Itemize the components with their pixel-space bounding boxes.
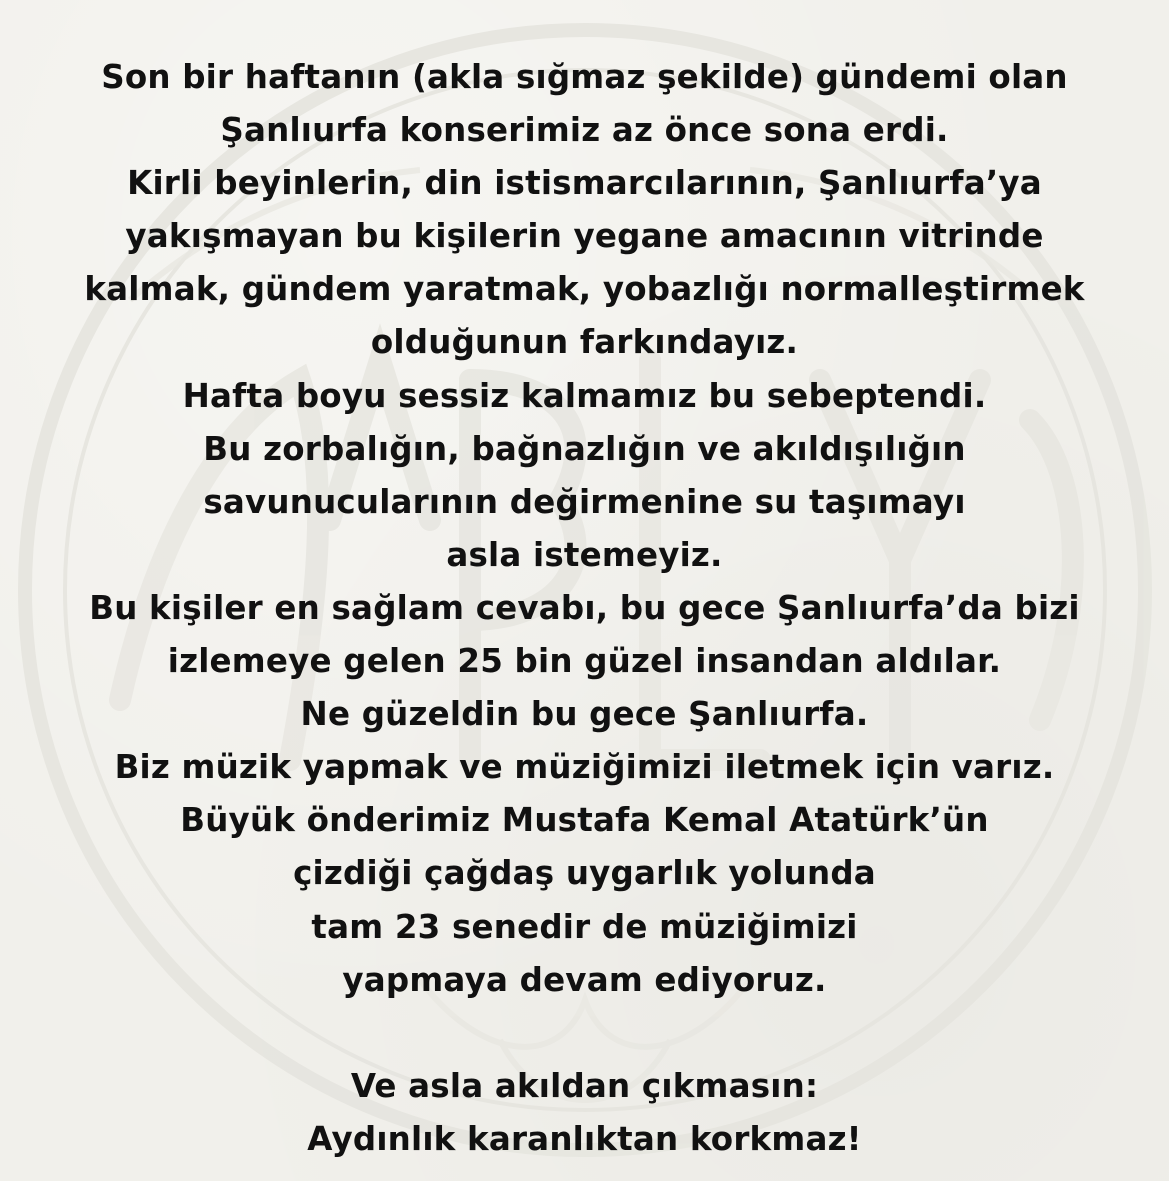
statement-text	[0, 51, 1169, 1166]
statement-line: savunucularının değirmenine su taşımayı	[203, 482, 966, 521]
statement-line: kalmak, gündem yaratmak, yobazlığı normalleştirmek	[84, 270, 1085, 309]
statement-line: Kirli beyinlerin, din istismarcılarının, Şanlıurfa’ya	[127, 164, 1042, 203]
closing-line: Aydınlık karanlıktan korkmaz!	[307, 1119, 862, 1158]
statement-line: asla istemeyiz.	[446, 535, 723, 574]
statement-line: Ne güzeldin bu gece Şanlıurfa.	[300, 695, 869, 734]
statement-line: tam 23 senedir de müziğimizi	[311, 907, 858, 946]
statement-line: Büyük önderimiz Mustafa Kemal Atatürk’ün	[180, 801, 989, 840]
statement-line: Bu zorbalığın, bağnazlığın ve akıldışılığın	[203, 429, 966, 468]
statement-line: çizdiği çağdaş uygarlık yolunda	[293, 854, 876, 893]
paragraph-gap	[0, 1007, 1169, 1060]
statement-line: yapmaya devam ediyoruz.	[342, 960, 827, 999]
statement-line: Son bir haftanın (akla sığmaz şekilde) gündemi olan	[101, 58, 1068, 96]
statement-line: olduğunun farkındayız.	[370, 323, 799, 362]
statement-line: Hafta boyu sessiz kalmamız bu sebeptendi.	[182, 376, 987, 415]
statement-line: Bu kişiler en sağlam cevabı, bu gece Şanlıurfa’da bizi	[89, 588, 1080, 627]
statement-line: Şanlıurfa konserimiz az önce sona erdi.	[220, 111, 949, 150]
statement-line: yakışmayan bu kişilerin yegane amacının vitrinde	[125, 217, 1044, 256]
statement-line: Biz müzik yapmak ve müziğimizi iletmek için varız.	[114, 748, 1055, 787]
closing-line: Ve asla akıldan çıkmasın:	[350, 1066, 819, 1105]
statement-line: izlemeye gelen 25 bin güzel insandan aldılar.	[167, 642, 1002, 681]
